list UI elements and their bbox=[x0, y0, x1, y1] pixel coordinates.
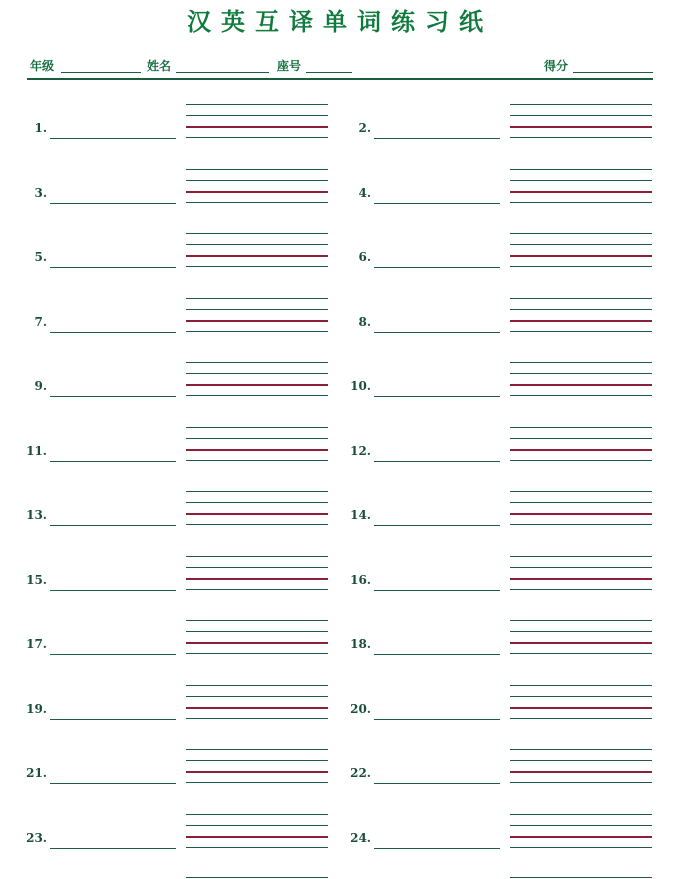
writing-guide-line bbox=[186, 718, 328, 719]
writing-guide-line bbox=[186, 244, 328, 245]
writing-guide-line bbox=[186, 460, 328, 461]
answer-line[interactable] bbox=[374, 332, 500, 333]
writing-guide-line bbox=[510, 567, 652, 568]
item-number: 18. bbox=[350, 637, 371, 651]
writing-guide-line bbox=[186, 825, 328, 826]
writing-guide-line[interactable] bbox=[510, 104, 652, 105]
writing-guide-line bbox=[186, 847, 328, 848]
writing-guide-line bbox=[510, 696, 652, 697]
item-number: 12. bbox=[350, 443, 371, 458]
answer-line[interactable] bbox=[50, 590, 176, 591]
page-title: 汉英互译单词练习纸 bbox=[187, 7, 493, 36]
writing-guide-line bbox=[510, 395, 652, 396]
writing-guide-line bbox=[510, 825, 652, 826]
answer-line[interactable] bbox=[374, 396, 500, 397]
writing-guide-line[interactable] bbox=[510, 233, 652, 234]
writing-guide-line bbox=[510, 631, 652, 632]
writing-guide-line bbox=[186, 395, 328, 396]
item-number: 15. bbox=[26, 572, 47, 587]
writing-guide-baseline bbox=[510, 513, 652, 515]
writing-guide-line bbox=[186, 877, 328, 878]
writing-guide-baseline bbox=[186, 320, 328, 322]
writing-guide-line bbox=[510, 266, 652, 267]
answer-line[interactable] bbox=[50, 461, 176, 462]
writing-guide-line bbox=[510, 877, 652, 878]
writing-guide-line bbox=[186, 524, 328, 525]
answer-line[interactable] bbox=[50, 525, 176, 526]
item-number: 23. bbox=[26, 830, 47, 845]
writing-guide-line bbox=[186, 309, 328, 310]
writing-guide-line[interactable] bbox=[510, 814, 652, 815]
answer-line[interactable] bbox=[374, 590, 500, 591]
writing-guide-line[interactable] bbox=[186, 298, 328, 299]
writing-guide-baseline bbox=[186, 707, 328, 709]
name-field[interactable] bbox=[176, 72, 269, 73]
writing-guide-baseline bbox=[186, 255, 328, 257]
writing-guide-baseline bbox=[510, 191, 652, 193]
answer-line[interactable] bbox=[374, 267, 500, 268]
item-number: 13. bbox=[26, 508, 47, 522]
writing-guide-line[interactable] bbox=[510, 491, 652, 492]
writing-guide-line[interactable] bbox=[186, 491, 328, 492]
writing-guide-line[interactable] bbox=[510, 749, 652, 750]
writing-guide-baseline bbox=[510, 126, 652, 128]
writing-guide-baseline bbox=[186, 384, 328, 386]
item-number: 19. bbox=[26, 701, 47, 716]
answer-line[interactable] bbox=[50, 203, 176, 204]
item-number: 21. bbox=[26, 766, 47, 780]
item-number: 14. bbox=[350, 508, 371, 522]
item-number: 16. bbox=[350, 572, 371, 587]
writing-guide-baseline bbox=[510, 320, 652, 322]
writing-guide-line[interactable] bbox=[510, 298, 652, 299]
seat-field[interactable] bbox=[306, 72, 352, 73]
item-number: 8. bbox=[358, 314, 371, 329]
writing-guide-line[interactable] bbox=[510, 362, 652, 363]
writing-guide-line[interactable] bbox=[186, 362, 328, 363]
writing-guide-line[interactable] bbox=[186, 685, 328, 686]
answer-line[interactable] bbox=[374, 654, 500, 655]
writing-guide-baseline bbox=[186, 513, 328, 515]
writing-guide-line bbox=[510, 524, 652, 525]
writing-guide-line[interactable] bbox=[186, 749, 328, 750]
name-label: 姓名 bbox=[147, 59, 172, 73]
writing-guide-line bbox=[510, 202, 652, 203]
answer-line[interactable] bbox=[50, 719, 176, 720]
writing-guide-baseline bbox=[186, 771, 328, 773]
writing-guide-line bbox=[510, 782, 652, 783]
writing-guide-baseline bbox=[510, 707, 652, 709]
answer-line[interactable] bbox=[374, 138, 500, 139]
answer-line[interactable] bbox=[50, 267, 176, 268]
writing-guide-baseline bbox=[510, 255, 652, 257]
writing-guide-line[interactable] bbox=[186, 427, 328, 428]
writing-guide-line bbox=[186, 202, 328, 203]
score-label: 得分 bbox=[544, 59, 569, 73]
writing-guide-line[interactable] bbox=[510, 427, 652, 428]
writing-guide-line[interactable] bbox=[186, 169, 328, 170]
writing-guide-line[interactable] bbox=[186, 556, 328, 557]
writing-guide-line bbox=[510, 115, 652, 116]
answer-line[interactable] bbox=[50, 138, 176, 139]
writing-guide-baseline bbox=[510, 578, 652, 580]
item-number: 17. bbox=[26, 637, 47, 651]
writing-guide-line bbox=[186, 653, 328, 654]
writing-guide-line bbox=[510, 309, 652, 310]
item-number: 22. bbox=[350, 766, 371, 780]
writing-guide-line bbox=[510, 760, 652, 761]
writing-guide-line bbox=[186, 331, 328, 332]
seat-label: 座号 bbox=[277, 59, 302, 73]
item-number: 6. bbox=[358, 250, 371, 264]
writing-guide-line bbox=[186, 115, 328, 116]
writing-guide-line bbox=[510, 244, 652, 245]
writing-guide-line bbox=[186, 631, 328, 632]
writing-guide-line bbox=[186, 760, 328, 761]
answer-line[interactable] bbox=[374, 525, 500, 526]
writing-guide-line bbox=[186, 782, 328, 783]
item-number: 3. bbox=[34, 185, 47, 200]
writing-guide-line bbox=[186, 567, 328, 568]
writing-guide-baseline bbox=[186, 126, 328, 128]
writing-guide-baseline bbox=[186, 836, 328, 838]
answer-line[interactable] bbox=[50, 332, 176, 333]
item-number: 1. bbox=[34, 121, 47, 135]
answer-line[interactable] bbox=[374, 848, 500, 849]
writing-guide-line bbox=[186, 438, 328, 439]
writing-guide-line bbox=[186, 266, 328, 267]
grade-field[interactable] bbox=[61, 72, 141, 73]
writing-guide-baseline bbox=[510, 449, 652, 451]
writing-guide-line bbox=[510, 653, 652, 654]
item-number: 2. bbox=[358, 121, 371, 135]
writing-guide-line[interactable] bbox=[186, 814, 328, 815]
writing-guide-line bbox=[186, 373, 328, 374]
writing-guide-line bbox=[510, 460, 652, 461]
writing-guide-baseline bbox=[510, 384, 652, 386]
writing-guide-baseline bbox=[186, 578, 328, 580]
writing-guide-line[interactable] bbox=[186, 104, 328, 105]
answer-line[interactable] bbox=[374, 783, 500, 784]
writing-guide-baseline bbox=[510, 771, 652, 773]
item-number: 24. bbox=[350, 830, 371, 845]
writing-guide-baseline bbox=[186, 191, 328, 193]
writing-guide-line[interactable] bbox=[186, 233, 328, 234]
item-number: 5. bbox=[34, 250, 47, 264]
writing-guide-line[interactable] bbox=[510, 685, 652, 686]
writing-guide-line bbox=[510, 331, 652, 332]
writing-guide-line bbox=[186, 180, 328, 181]
writing-guide-line[interactable] bbox=[186, 620, 328, 621]
header-divider bbox=[27, 78, 653, 80]
writing-guide-line[interactable] bbox=[510, 169, 652, 170]
item-number: 20. bbox=[350, 701, 371, 716]
answer-line[interactable] bbox=[50, 783, 176, 784]
answer-line[interactable] bbox=[50, 848, 176, 849]
answer-line[interactable] bbox=[50, 396, 176, 397]
writing-guide-line bbox=[510, 718, 652, 719]
writing-guide-line bbox=[186, 137, 328, 138]
item-number: 10. bbox=[350, 379, 371, 393]
writing-guide-line bbox=[510, 847, 652, 848]
answer-line[interactable] bbox=[50, 654, 176, 655]
item-number: 11. bbox=[26, 443, 47, 458]
writing-guide-baseline bbox=[510, 642, 652, 644]
writing-guide-line[interactable] bbox=[510, 620, 652, 621]
writing-guide-line bbox=[186, 696, 328, 697]
item-number: 9. bbox=[34, 379, 47, 393]
writing-guide-line bbox=[186, 502, 328, 503]
writing-guide-line bbox=[510, 180, 652, 181]
writing-guide-line bbox=[510, 438, 652, 439]
writing-guide-baseline bbox=[186, 642, 328, 644]
writing-guide-line bbox=[186, 589, 328, 590]
writing-guide-line bbox=[510, 589, 652, 590]
writing-guide-line bbox=[510, 137, 652, 138]
answer-line[interactable] bbox=[374, 461, 500, 462]
writing-guide-baseline bbox=[510, 836, 652, 838]
answer-line[interactable] bbox=[374, 203, 500, 204]
writing-guide-line bbox=[510, 373, 652, 374]
writing-guide-line[interactable] bbox=[510, 556, 652, 557]
writing-guide-line bbox=[510, 502, 652, 503]
item-number: 4. bbox=[358, 185, 371, 200]
score-field[interactable] bbox=[573, 72, 653, 73]
item-number: 7. bbox=[34, 314, 47, 329]
writing-guide-baseline bbox=[186, 449, 328, 451]
answer-line[interactable] bbox=[374, 719, 500, 720]
grade-label: 年级 bbox=[30, 59, 55, 73]
